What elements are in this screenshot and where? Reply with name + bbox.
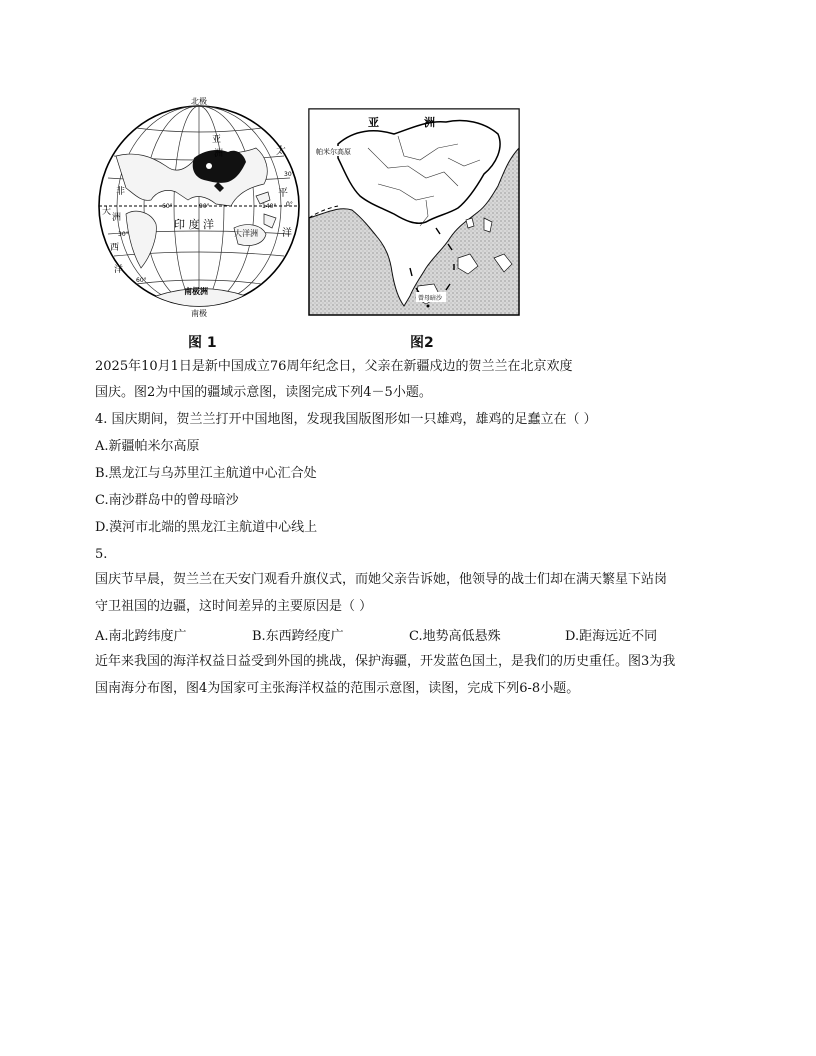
q5-option-b: B.东西跨经度广 bbox=[252, 629, 344, 644]
label-atlantic-1: 大 bbox=[102, 207, 112, 217]
label-pacific-3: 洋 bbox=[282, 228, 292, 239]
q5-stem-line-1: 国庆节早晨，贺兰兰在天安门观看升旗仪式，而她父亲告诉她，他领导的战士们却在满天繁星下站岗 bbox=[95, 572, 668, 587]
label-indian-ocean: 印 度 洋 bbox=[174, 218, 214, 231]
label-lat-0: 0° bbox=[286, 201, 293, 208]
figure1-caption: 图 1 bbox=[188, 335, 217, 351]
figure2-caption: 图2 bbox=[410, 335, 434, 351]
label-lat-30n: 30° bbox=[284, 171, 295, 178]
fig2-label-asia-2: 洲 bbox=[424, 116, 435, 129]
label-asia-1: 亚 bbox=[212, 135, 222, 145]
q4-option-d: D.漠河市北端的黑龙江主航道中心线上 bbox=[95, 520, 318, 535]
label-oceania: 大洋洲 bbox=[234, 229, 258, 238]
label-north-pole: 北极 bbox=[191, 97, 207, 106]
q4-option-b: B.黑龙江与乌苏里江主航道中心汇合处 bbox=[95, 466, 317, 481]
q5-number: 5. bbox=[95, 547, 108, 562]
label-atlantic-2: 西 bbox=[110, 243, 120, 253]
figure1-globe-map bbox=[96, 96, 306, 318]
passage-line-1: 近年来我国的海洋权益日益受到外国的挑战，保护海疆，开发蓝色国土，是我们的历史重任。图3为我 bbox=[95, 654, 676, 669]
q5-option-a: A.南北跨纬度广 bbox=[95, 629, 187, 644]
label-lat-30s: 30° bbox=[118, 231, 129, 238]
label-atlantic-3: 洋 bbox=[114, 265, 124, 275]
q4-option-c: C.南沙群岛中的曾母暗沙 bbox=[95, 493, 239, 508]
label-antarctica: 南极洲 bbox=[184, 287, 208, 296]
intro-line-2: 国庆。图2为中国的疆域示意图，读图完成下列4－5小题。 bbox=[95, 385, 432, 400]
label-lat-60s: 60° bbox=[136, 277, 147, 284]
label-lon-90: 90° bbox=[199, 203, 210, 210]
fig2-label-pamir: 帕米尔高原 bbox=[316, 148, 351, 156]
label-south-pole: 南极 bbox=[191, 309, 207, 318]
q4-option-a: A.新疆帕米尔高原 bbox=[95, 439, 200, 454]
figure2-china-territory-map bbox=[308, 108, 520, 316]
label-lon-140: 140° bbox=[262, 203, 277, 210]
label-lon-60: 60° bbox=[162, 203, 173, 210]
q4-stem: 4. 国庆期间，贺兰兰打开中国地图，发现我国版图形如一只雄鸡，雄鸡的足蠢立在（ ） bbox=[95, 412, 597, 427]
fig2-label-asia-1: 亚 bbox=[368, 116, 379, 129]
label-africa-2: 洲 bbox=[112, 213, 122, 223]
label-asia-2: 洲 bbox=[214, 149, 224, 159]
fig2-label-zengmu: 曾母暗沙 bbox=[418, 295, 443, 302]
intro-line-1: 2025年10月1日是新中国成立76周年纪念日，父亲在新疆戍边的贺兰兰在北京欢度 bbox=[95, 359, 573, 374]
q5-option-d: D.距海远近不同 bbox=[565, 629, 658, 644]
q5-stem-line-2: 守卫祖国的边疆，这时间差异的主要原因是（ ） bbox=[95, 599, 373, 614]
passage-line-2: 国南海分布图，图4为国家可主张海洋权益的范围示意图，读图，完成下列6-8小题。 bbox=[95, 681, 580, 696]
label-pacific-2: 平 bbox=[278, 188, 288, 199]
label-pacific-1: 太 bbox=[276, 146, 286, 157]
label-africa-1: 非 bbox=[116, 187, 126, 197]
q5-option-c: C.地势高低悬殊 bbox=[409, 629, 501, 644]
